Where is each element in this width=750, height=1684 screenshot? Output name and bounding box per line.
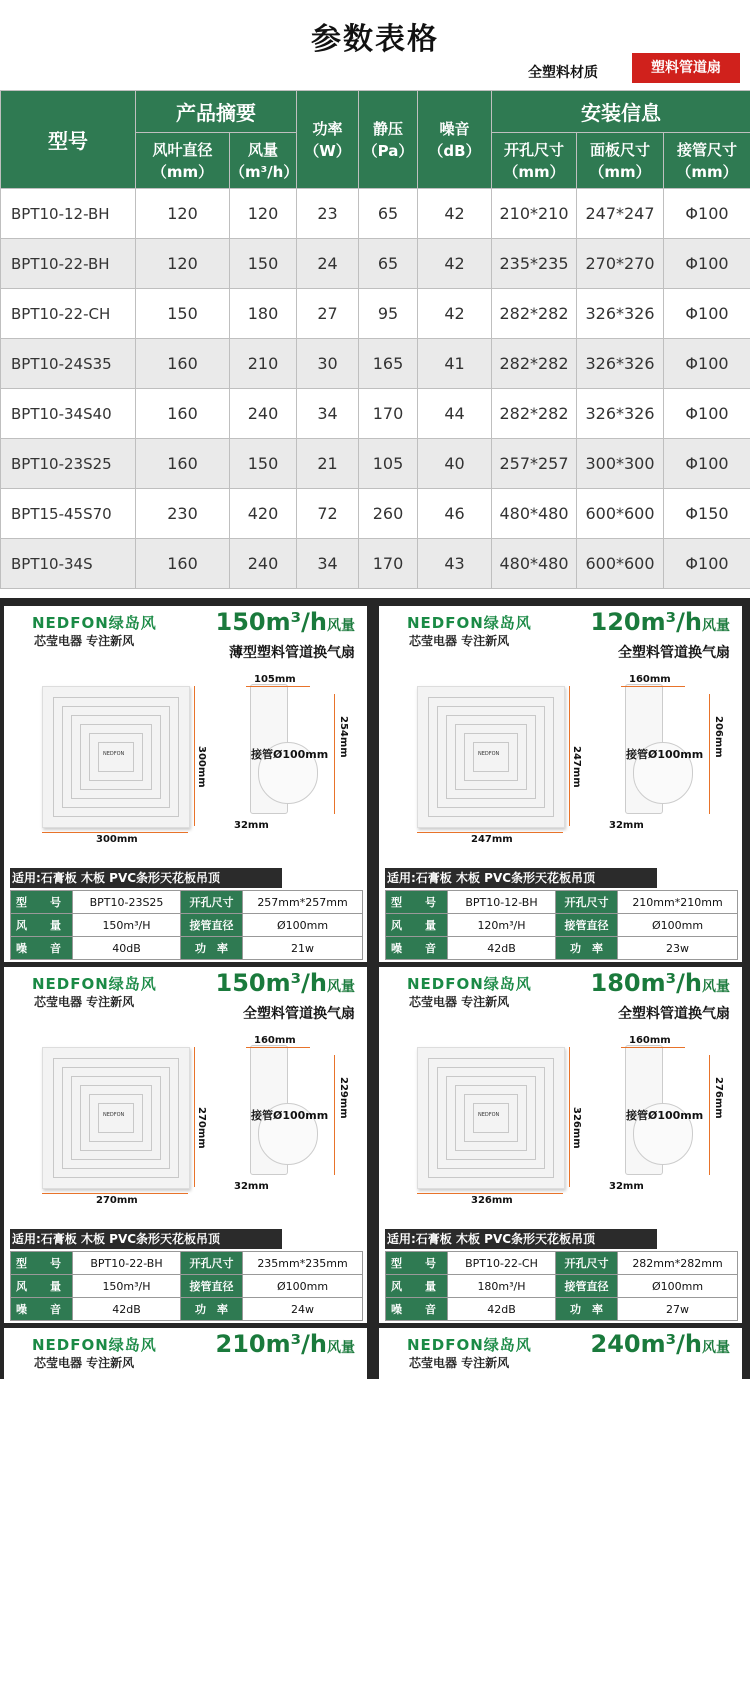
info-table xyxy=(385,1251,738,1321)
info-cell: BPT10-22-CH xyxy=(448,1252,556,1275)
header-power: 功率 （W） xyxy=(297,91,359,189)
info-row xyxy=(386,1275,738,1298)
table-cell: 40 xyxy=(418,439,492,489)
table-cell: 21 xyxy=(297,439,359,489)
header-airflow: 风量 （m³/h） xyxy=(230,133,297,189)
info-row xyxy=(386,914,738,937)
table-cell: 105 xyxy=(359,439,418,489)
info-cell: 210mm*210mm xyxy=(618,891,738,914)
product-card xyxy=(379,1328,742,1684)
table-cell: 600*600 xyxy=(577,489,664,539)
brand-logo: NEDFON绿岛风 xyxy=(407,973,532,994)
table-cell: 326*326 xyxy=(577,389,664,439)
table-cell: BPT15-45S70 xyxy=(1,489,136,539)
table-cell: BPT10-34S xyxy=(1,539,136,589)
depth-dim: 105mm xyxy=(254,674,296,685)
info-cell: BPT10-22-BH xyxy=(73,1252,181,1275)
table-cell: 34 xyxy=(297,539,359,589)
table-cell: 235*235 xyxy=(492,239,577,289)
info-cell: 150m³/H xyxy=(73,914,181,937)
table-cell: BPT10-34S40 xyxy=(1,389,136,439)
table-cell: 270*270 xyxy=(577,239,664,289)
info-row xyxy=(386,937,738,960)
width-line xyxy=(417,832,563,833)
side-height-line xyxy=(709,1055,710,1175)
category-badge: 塑料管道扇 xyxy=(632,53,740,83)
info-row xyxy=(386,891,738,914)
table-cell: 210 xyxy=(230,339,297,389)
info-cell: 风 量 xyxy=(386,1275,448,1298)
width-line xyxy=(42,832,188,833)
table-cell: 72 xyxy=(297,489,359,539)
header-model: 型号 xyxy=(1,91,136,189)
depth-dim: 160mm xyxy=(254,1035,296,1046)
table-row xyxy=(1,539,750,589)
table-cell: 240 xyxy=(230,539,297,589)
info-row xyxy=(11,937,363,960)
product-name: 薄型塑料管道换气扇 xyxy=(229,642,355,662)
usage-bar: 适用:石膏板 木板 PVC条形天花板吊顶 xyxy=(10,868,282,888)
table-row xyxy=(1,339,750,389)
info-row xyxy=(11,914,363,937)
info-cell: 42dB xyxy=(448,1298,556,1321)
info-cell: 40dB xyxy=(73,937,181,960)
gap-dim: 32mm xyxy=(234,1181,269,1192)
airflow-heading: 150m³/h风量 xyxy=(216,608,355,636)
info-cell: 开孔尺寸 xyxy=(181,891,243,914)
table-cell: 34 xyxy=(297,389,359,439)
table-cell: 160 xyxy=(136,389,230,439)
info-cell: 风 量 xyxy=(386,914,448,937)
header-summary: 产品摘要 xyxy=(136,91,297,133)
table-cell: 120 xyxy=(230,189,297,239)
table-cell: 326*326 xyxy=(577,339,664,389)
spec-table xyxy=(0,90,750,589)
info-cell: 噪 音 xyxy=(386,1298,448,1321)
width-line xyxy=(417,1193,563,1194)
table-cell: 247*247 xyxy=(577,189,664,239)
info-cell: 型 号 xyxy=(11,1252,73,1275)
product-name: 全塑料管道换气扇 xyxy=(618,642,730,662)
info-cell: 235mm*235mm xyxy=(243,1252,363,1275)
table-cell: BPT10-24S35 xyxy=(1,339,136,389)
width-dim: 247mm xyxy=(471,834,513,845)
info-cell: 风 量 xyxy=(11,914,73,937)
info-cell: 接管直径 xyxy=(181,914,243,937)
airflow-heading: 180m³/h风量 xyxy=(591,969,730,997)
table-cell: 282*282 xyxy=(492,339,577,389)
table-cell: 480*480 xyxy=(492,539,577,589)
header-blade: 风叶直径 （mm） xyxy=(136,133,230,189)
table-cell: BPT10-22-CH xyxy=(1,289,136,339)
usage-bar: 适用:石膏板 木板 PVC条形天花板吊顶 xyxy=(385,1229,657,1249)
brand-logo: NEDFON绿岛风 xyxy=(407,1334,532,1355)
brand-slogan: 芯莹电器 专注新风 xyxy=(34,632,134,649)
brand-slogan: 芯莹电器 专注新风 xyxy=(409,993,509,1010)
info-cell: 型 号 xyxy=(386,891,448,914)
info-cell: BPT10-23S25 xyxy=(73,891,181,914)
table-row xyxy=(1,289,750,339)
product-card xyxy=(4,967,367,1323)
table-cell: 120 xyxy=(136,239,230,289)
depth-line xyxy=(621,1047,685,1048)
table-row xyxy=(1,389,750,439)
table-cell: Φ150 xyxy=(664,489,750,539)
info-cell: 噪 音 xyxy=(11,937,73,960)
info-cell: 功 率 xyxy=(181,1298,243,1321)
table-cell: 160 xyxy=(136,339,230,389)
info-row xyxy=(11,891,363,914)
height-dim: 270mm xyxy=(196,1107,207,1149)
brand-logo: NEDFON绿岛风 xyxy=(32,1334,157,1355)
brand-logo: NEDFON绿岛风 xyxy=(407,612,532,633)
side-height-dim: 229mm xyxy=(338,1077,349,1119)
info-row xyxy=(11,1252,363,1275)
airflow-heading: 240m³/h风量 xyxy=(591,1330,730,1358)
gap-dim: 32mm xyxy=(609,1181,644,1192)
side-height-dim: 206mm xyxy=(713,716,724,758)
table-cell: 282*282 xyxy=(492,389,577,439)
front-panel-image: NEDFON xyxy=(417,686,565,828)
info-cell: 型 号 xyxy=(386,1252,448,1275)
height-line xyxy=(569,686,570,826)
info-cell: 功 率 xyxy=(556,937,618,960)
header-cutout: 开孔尺寸 （mm） xyxy=(492,133,577,189)
gap-dim: 32mm xyxy=(234,820,269,831)
height-dim: 300mm xyxy=(196,746,207,788)
connector-label: 接管Ø100mm xyxy=(626,746,703,762)
material-label: 全塑料材质 xyxy=(528,62,598,82)
table-cell: 210*210 xyxy=(492,189,577,239)
table-cell: 170 xyxy=(359,539,418,589)
info-cell: 型 号 xyxy=(11,891,73,914)
info-cell: Ø100mm xyxy=(243,1275,363,1298)
table-cell: 95 xyxy=(359,289,418,339)
info-cell: 180m³/H xyxy=(448,1275,556,1298)
product-name: 全塑料管道换气扇 xyxy=(618,1003,730,1023)
info-cell: 257mm*257mm xyxy=(243,891,363,914)
table-cell: Φ100 xyxy=(664,289,750,339)
info-cell: 风 量 xyxy=(11,1275,73,1298)
table-cell: 260 xyxy=(359,489,418,539)
table-cell: 326*326 xyxy=(577,289,664,339)
width-dim: 300mm xyxy=(96,834,138,845)
depth-line xyxy=(246,1047,310,1048)
info-cell: 噪 音 xyxy=(11,1298,73,1321)
brand-slogan: 芯莹电器 专注新风 xyxy=(34,1354,134,1371)
table-cell: 165 xyxy=(359,339,418,389)
depth-line xyxy=(246,686,310,687)
side-height-line xyxy=(334,1055,335,1175)
front-panel-image: NEDFON xyxy=(417,1047,565,1189)
product-card xyxy=(4,1328,367,1684)
brand-slogan: 芯莹电器 专注新风 xyxy=(409,1354,509,1371)
connector-label: 接管Ø100mm xyxy=(251,1107,328,1123)
header-install: 安装信息 xyxy=(492,91,750,133)
depth-dim: 160mm xyxy=(629,674,671,685)
page-title: 参数表格 xyxy=(0,14,750,58)
table-cell: 41 xyxy=(418,339,492,389)
table-cell: Φ100 xyxy=(664,189,750,239)
gap-dim: 32mm xyxy=(609,820,644,831)
height-line xyxy=(569,1047,570,1187)
table-cell: Φ100 xyxy=(664,389,750,439)
usage-bar: 适用:石膏板 木板 PVC条形天花板吊顶 xyxy=(385,868,657,888)
table-cell: 65 xyxy=(359,239,418,289)
product-grid xyxy=(0,598,750,1379)
table-cell: 257*257 xyxy=(492,439,577,489)
table-cell: 46 xyxy=(418,489,492,539)
table-cell: 23 xyxy=(297,189,359,239)
info-cell: 150m³/H xyxy=(73,1275,181,1298)
table-cell: 42 xyxy=(418,189,492,239)
table-cell: 300*300 xyxy=(577,439,664,489)
table-row xyxy=(1,189,750,239)
brand-slogan: 芯莹电器 专注新风 xyxy=(409,632,509,649)
table-cell: 120 xyxy=(136,189,230,239)
side-height-line xyxy=(709,694,710,814)
info-cell: 接管直径 xyxy=(181,1275,243,1298)
table-cell: 160 xyxy=(136,439,230,489)
brand-slogan: 芯莹电器 专注新风 xyxy=(34,993,134,1010)
table-cell: 170 xyxy=(359,389,418,439)
depth-dim: 160mm xyxy=(629,1035,671,1046)
product-name: 全塑料管道换气扇 xyxy=(243,1003,355,1023)
info-cell: 噪 音 xyxy=(386,937,448,960)
width-line xyxy=(42,1193,188,1194)
table-cell: 480*480 xyxy=(492,489,577,539)
table-cell: Φ100 xyxy=(664,539,750,589)
info-cell: 27w xyxy=(618,1298,738,1321)
info-cell: 42dB xyxy=(73,1298,181,1321)
header-panel: 面板尺寸 （mm） xyxy=(577,133,664,189)
info-cell: 接管直径 xyxy=(556,914,618,937)
side-height-dim: 276mm xyxy=(713,1077,724,1119)
side-height-line xyxy=(334,694,335,814)
header-noise: 噪音 （dB） xyxy=(418,91,492,189)
table-cell: 65 xyxy=(359,189,418,239)
height-line xyxy=(194,1047,195,1187)
table-cell: 600*600 xyxy=(577,539,664,589)
table-cell: Φ100 xyxy=(664,239,750,289)
info-cell: 23w xyxy=(618,937,738,960)
table-cell: Φ100 xyxy=(664,439,750,489)
table-row xyxy=(1,439,750,489)
info-cell: 功 率 xyxy=(556,1298,618,1321)
table-cell: 42 xyxy=(418,239,492,289)
info-cell: 120m³/H xyxy=(448,914,556,937)
info-table xyxy=(10,1251,363,1321)
table-cell: 230 xyxy=(136,489,230,539)
table-cell: 160 xyxy=(136,539,230,589)
info-row xyxy=(386,1252,738,1275)
info-cell: 开孔尺寸 xyxy=(181,1252,243,1275)
side-height-dim: 254mm xyxy=(338,716,349,758)
info-table xyxy=(10,890,363,960)
info-cell: 24w xyxy=(243,1298,363,1321)
table-row xyxy=(1,239,750,289)
product-card xyxy=(379,606,742,962)
table-cell: BPT10-12-BH xyxy=(1,189,136,239)
info-row xyxy=(11,1275,363,1298)
height-line xyxy=(194,686,195,826)
table-cell: BPT10-22-BH xyxy=(1,239,136,289)
info-cell: 接管直径 xyxy=(556,1275,618,1298)
product-card xyxy=(379,967,742,1323)
height-dim: 326mm xyxy=(571,1107,582,1149)
info-cell: Ø100mm xyxy=(618,914,738,937)
depth-line xyxy=(621,686,685,687)
info-row xyxy=(386,1298,738,1321)
info-cell: Ø100mm xyxy=(243,914,363,937)
airflow-heading: 210m³/h风量 xyxy=(216,1330,355,1358)
table-cell: Φ100 xyxy=(664,339,750,389)
airflow-heading: 150m³/h风量 xyxy=(216,969,355,997)
table-cell: 150 xyxy=(136,289,230,339)
header-pipe: 接管尺寸 （mm） xyxy=(664,133,750,189)
info-cell: BPT10-12-BH xyxy=(448,891,556,914)
header-pressure: 静压 （Pa） xyxy=(359,91,418,189)
airflow-heading: 120m³/h风量 xyxy=(591,608,730,636)
width-dim: 270mm xyxy=(96,1195,138,1206)
table-cell: 150 xyxy=(230,439,297,489)
usage-bar: 适用:石膏板 木板 PVC条形天花板吊顶 xyxy=(10,1229,282,1249)
connector-label: 接管Ø100mm xyxy=(626,1107,703,1123)
height-dim: 247mm xyxy=(571,746,582,788)
table-cell: 44 xyxy=(418,389,492,439)
table-cell: 43 xyxy=(418,539,492,589)
brand-logo: NEDFON绿岛风 xyxy=(32,973,157,994)
info-table xyxy=(385,890,738,960)
table-row xyxy=(1,489,750,539)
table-cell: 180 xyxy=(230,289,297,339)
info-cell: 开孔尺寸 xyxy=(556,891,618,914)
connector-label: 接管Ø100mm xyxy=(251,746,328,762)
table-cell: 240 xyxy=(230,389,297,439)
table-cell: 24 xyxy=(297,239,359,289)
info-cell: 开孔尺寸 xyxy=(556,1252,618,1275)
table-cell: 42 xyxy=(418,289,492,339)
front-panel-image: NEDFON xyxy=(42,686,190,828)
info-cell: 功 率 xyxy=(181,937,243,960)
front-panel-image: NEDFON xyxy=(42,1047,190,1189)
brand-logo: NEDFON绿岛风 xyxy=(32,612,157,633)
width-dim: 326mm xyxy=(471,1195,513,1206)
info-cell: 282mm*282mm xyxy=(618,1252,738,1275)
info-cell: 21w xyxy=(243,937,363,960)
table-cell: BPT10-23S25 xyxy=(1,439,136,489)
info-cell: Ø100mm xyxy=(618,1275,738,1298)
table-cell: 282*282 xyxy=(492,289,577,339)
table-cell: 27 xyxy=(297,289,359,339)
table-cell: 420 xyxy=(230,489,297,539)
table-cell: 150 xyxy=(230,239,297,289)
info-cell: 42dB xyxy=(448,937,556,960)
table-cell: 30 xyxy=(297,339,359,389)
product-card xyxy=(4,606,367,962)
info-row xyxy=(11,1298,363,1321)
